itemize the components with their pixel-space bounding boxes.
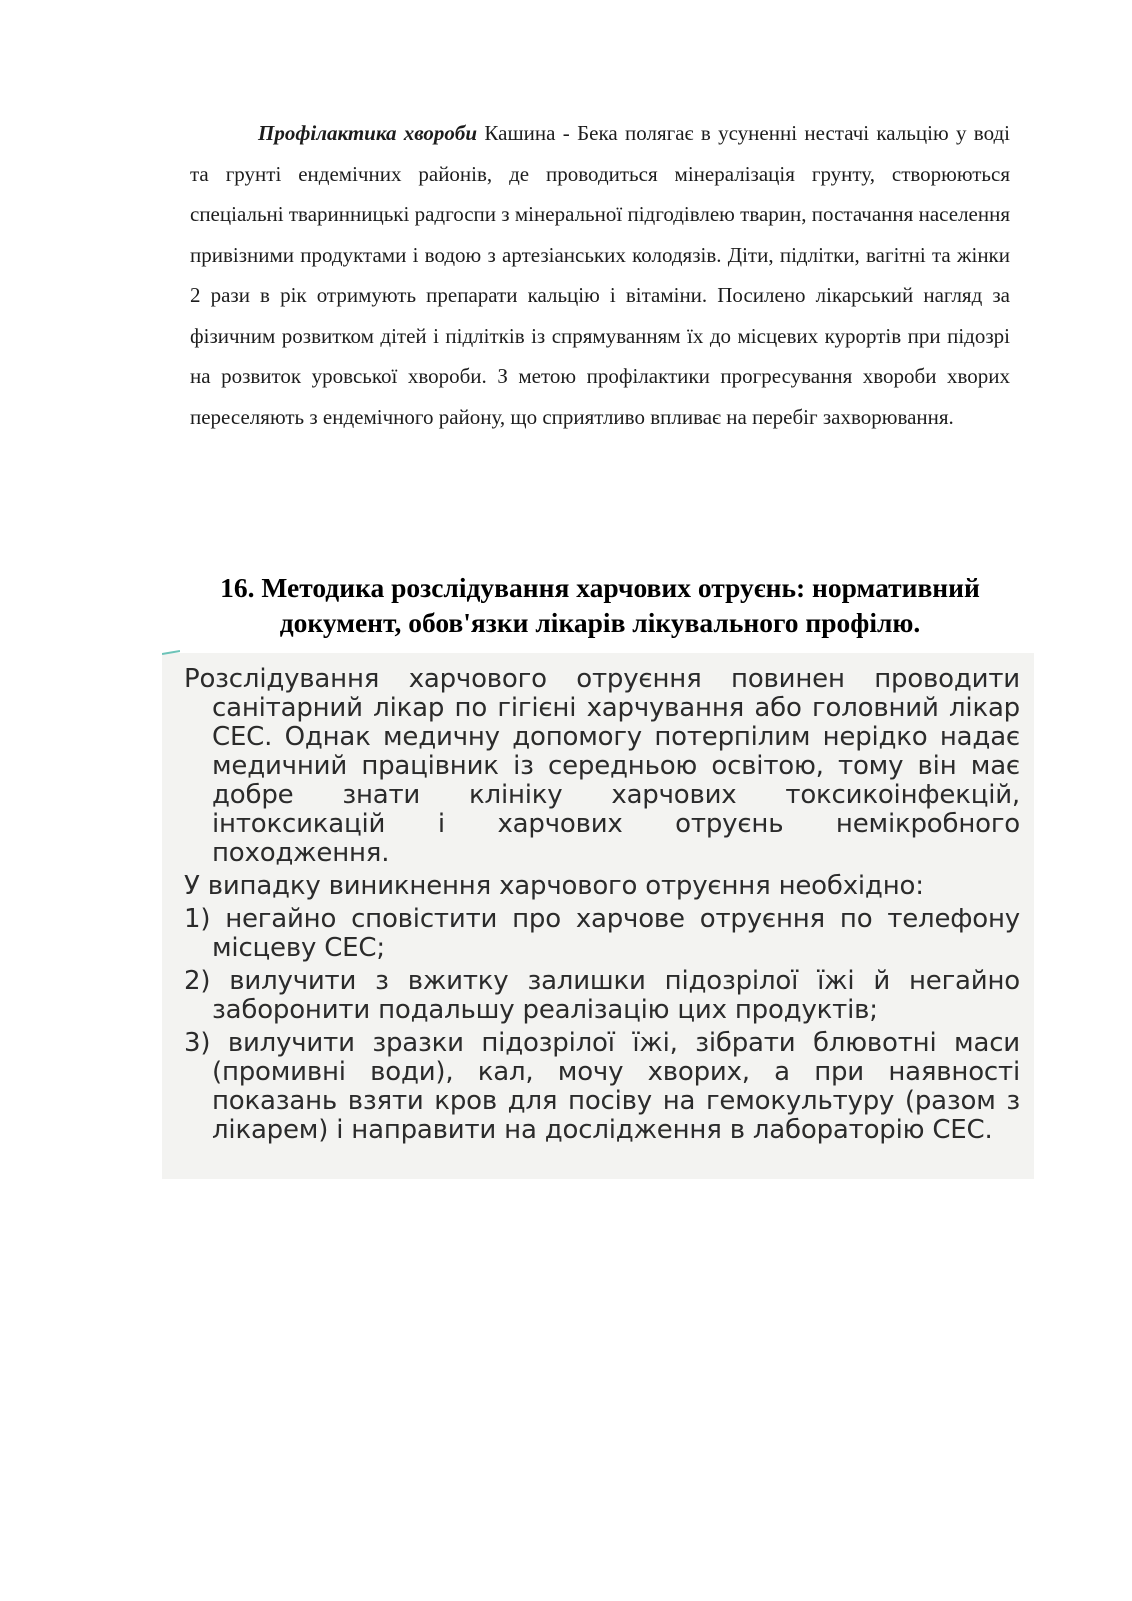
section-heading bbox=[160, 570, 1040, 640]
list-item: 3) вилучити зразки підозрілої їжі, зібрати блювотні маси (промивні води), кал, мочу хворих, а при наявності показань взяти кров для посіву на гемокультуру (разом з лікарем) і направити на дослідження в лабораторію СЕС. bbox=[184, 1028, 1020, 1145]
slide-text bbox=[184, 665, 1020, 1145]
slide-intro: Розслідування харчового отруєння повинен проводити санітарний лікар по гігієні харчування або головний лікар СЕС. Однак медичну допомогу потерпілим нерідко надає медичний працівник із середньою освітою, тому він має добре знати клініку харчових токсикоінфекцій, інтоксикацій і харчових отруєнь немікробного походження. bbox=[184, 664, 1020, 868]
list-item: 2) вилучити з вжитку залишки підозрілої їжі й негайно заборонити подальшу реалізацію цих продуктів; bbox=[184, 966, 1020, 1025]
prevention-paragraph bbox=[190, 113, 1010, 437]
paragraph-text: Кашина - Бека полягає в усуненні нестачі кальцію у воді та грунті ендемічних районів, де проводиться мінералізація грунту, створюються спеціальні тваринницькі радгоспи з мінеральної підгодівлею тварин, постачання населення привізними продуктами і водою з артезіанських колодязів. Діти, підлітки, вагітні та жінки 2 рази в рік отримують препарати кальцію і вітаміни. Посилено лікарський нагляд за фізичним розвитком дітей і підлітків із спрямуванням їх до місцевих курортів при підозрі на розвиток уровської хвороби. З метою профілактики прогресування хвороби хворих переселяють з ендемічного району, що сприятливо впливає на перебіг захворювання. bbox=[190, 121, 1010, 429]
slide-image bbox=[162, 653, 1034, 1179]
heading-line-1: 16. Методика розслідування харчових отруєнь: нормативний bbox=[220, 572, 980, 603]
heading-line-2: документ, обов'язки лікарів лікувального профілю. bbox=[279, 607, 921, 638]
slide-lead-in: У випадку виникнення харчового отруєння необхідно: bbox=[184, 871, 924, 901]
slide-accent-mark bbox=[162, 650, 180, 655]
list-item: 1) негайно сповістити про харчове отруєння по телефону місцеву СЕС; bbox=[184, 904, 1020, 963]
paragraph-lead: Профілактика хвороби bbox=[258, 121, 478, 145]
paragraph-body bbox=[190, 113, 1010, 437]
